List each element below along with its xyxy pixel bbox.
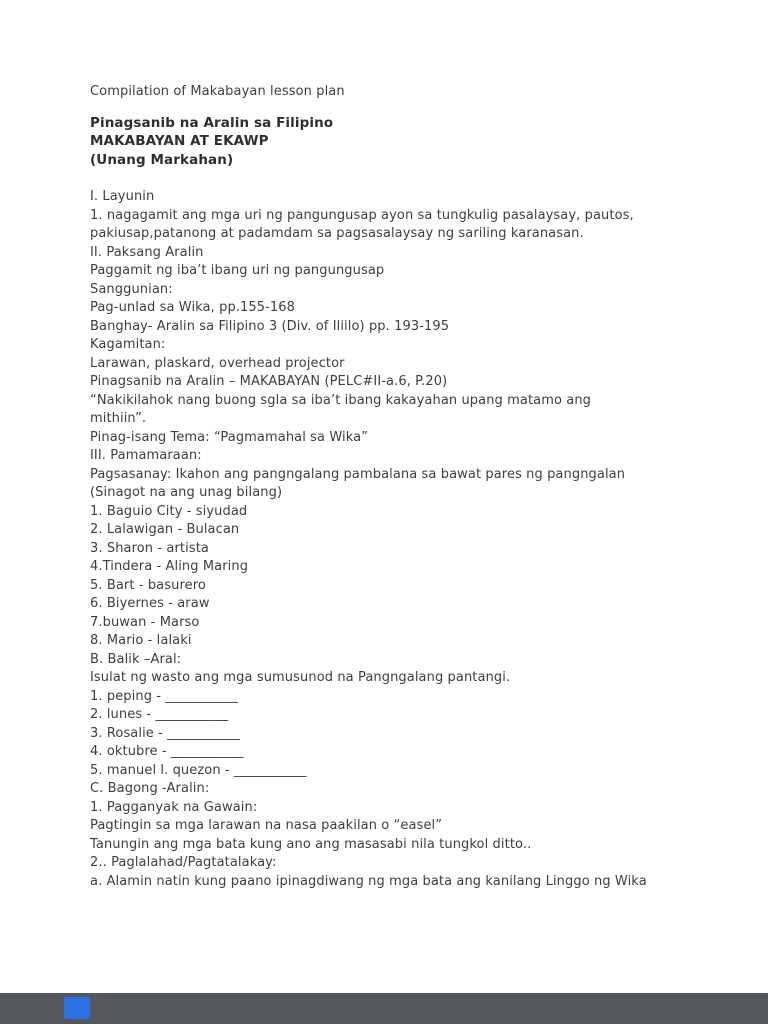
- document-line: a. Alamin natin kung paano ipinagdiwang ng mga bata ang kanilang Linggo ng Wika: [90, 873, 647, 889]
- document-line: B. Balik –Aral:: [90, 651, 182, 667]
- document-body: [90, 188, 720, 891]
- document-line: Banghay- Aralin sa Filipino 3 (Div. of Iliilo) pp. 193-195: [90, 318, 450, 334]
- footer-accent-button[interactable]: [64, 997, 90, 1019]
- document-line: “Nakikilahok nang buong sgla sa iba’t ibang kakayahan upang matamo ang: [90, 392, 592, 408]
- document-line: Tanungin ang mga bata kung ano ang masasabi nila tungkol ditto..: [90, 836, 532, 852]
- document-line: 5. Bart - basurero: [90, 577, 206, 593]
- document-line: Larawan, plaskard, overhead projector: [90, 355, 345, 371]
- document-line: Pinag-isang Tema: “Pagmamahal sa Wika”: [90, 429, 369, 445]
- document-line: 1. nagagamit ang mga uri ng pangungusap ayon sa tungkulig pasalaysay, pautos,: [90, 207, 634, 223]
- document-line: 4. oktubre - ___________: [90, 744, 244, 759]
- document-line: Sanggunian:: [90, 281, 173, 297]
- document-line: I. Layunin: [90, 189, 155, 204]
- document-line: Pagsasanay: Ikahon ang pangngalang pambalana sa bawat pares ng pangngalan: [90, 466, 626, 482]
- document-line: Paggamit ng iba’t ibang uri ng pangungusap: [90, 263, 385, 278]
- document-line: II. Paksang Aralin: [90, 244, 204, 260]
- document-line: 3. Rosalie - ___________: [90, 725, 240, 741]
- document-line: pakiusap,patanong at padamdam sa pagsasalaysay ng sariling karanasan.: [90, 226, 584, 241]
- document-line: Pag-unlad sa Wika, pp.155-168: [90, 300, 296, 315]
- document-line: C. Bagong -Aralin:: [90, 781, 210, 796]
- document-line: 2. Lalawigan - Bulacan: [90, 522, 240, 537]
- document-line: 7.buwan - Marso: [90, 614, 200, 630]
- document-title-block: [90, 114, 720, 170]
- document-line: (Sinagot na ang unag bilang): [90, 485, 283, 500]
- document-line: Isulat ng wasto ang mga sumusunod na Pangngalang pantangi.: [90, 670, 511, 685]
- document-title-line: (Unang Markahan): [90, 151, 234, 168]
- document-line: 2.. Paglalahad/Pagtatalakay:: [90, 855, 277, 870]
- document-line: III. Pamamaraan:: [90, 448, 202, 463]
- document-line: 6. Biyernes - araw: [90, 596, 210, 611]
- document-line: 1. peping - ___________: [90, 688, 238, 704]
- document-line: 5. manuel l. quezon - ___________: [90, 762, 307, 778]
- document-title-line: MAKABAYAN AT EKAWP: [90, 133, 269, 149]
- document-line: Pagtingin sa mga larawan na nasa paakilan o “easel”: [90, 818, 443, 833]
- document-line: Pinagsanib na Aralin – MAKABAYAN (PELC#II-a.6, P.20): [90, 374, 448, 389]
- document-kicker: Compilation of Makabayan lesson plan: [90, 84, 345, 99]
- document-line: 2. lunes - ___________: [90, 707, 229, 722]
- document-line: 3. Sharon - artista: [90, 540, 209, 556]
- document-title-line: Pinagsanib na Aralin sa Filipino: [90, 114, 334, 131]
- footer-bar: [0, 993, 768, 1024]
- document-line: Kagamitan:: [90, 337, 166, 352]
- document-line: 8. Mario - lalaki: [90, 633, 192, 648]
- document-line: 1. Pagganyak na Gawain:: [90, 799, 258, 815]
- document-line: mithiin”.: [90, 411, 147, 426]
- document-line: 4.Tindera - Aling Maring: [90, 559, 249, 574]
- document-line: 1. Baguio City - siyudad: [90, 503, 248, 519]
- document-text: [90, 83, 720, 891]
